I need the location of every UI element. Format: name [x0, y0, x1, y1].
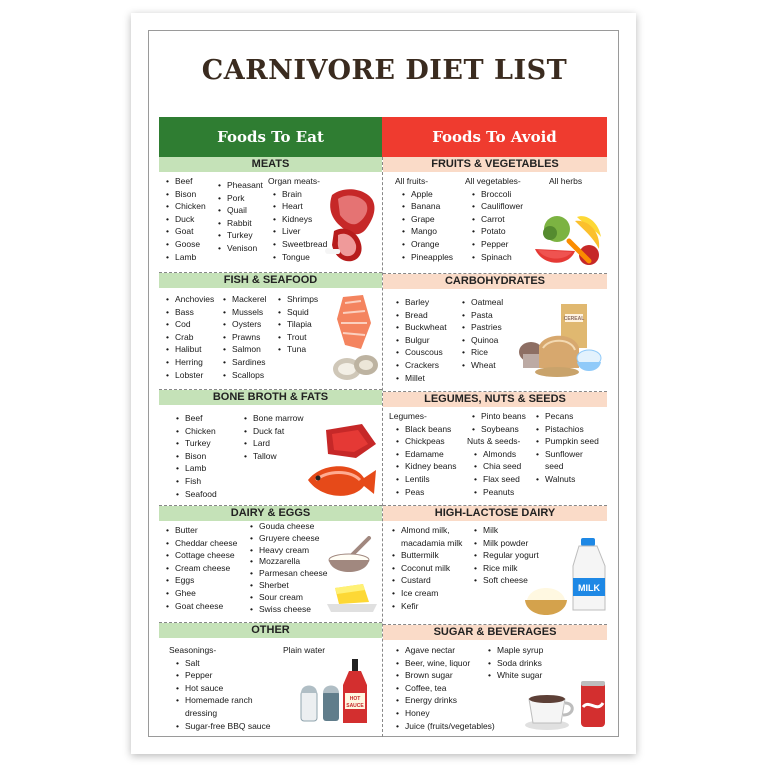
list-item: • Swiss cheese	[249, 604, 328, 616]
all-herbs-label: All herbs	[549, 176, 583, 186]
list-item: • Lamb	[175, 462, 217, 475]
legumes-nuts-seeds-section	[383, 392, 607, 506]
list-item: • Soft cheese	[473, 574, 539, 587]
list-item: • Bison	[175, 450, 217, 463]
sugar-beverages-section	[383, 625, 607, 737]
section-title: HIGH-LACTOSE DAIRY	[383, 506, 607, 521]
list-item: • Tallow	[243, 450, 304, 463]
list-item: • Cheddar cheese	[165, 537, 237, 550]
bone-broth-fats-section	[159, 390, 382, 506]
list-item: • Walnuts	[535, 473, 599, 486]
sugar-list-1	[395, 644, 495, 732]
poster-frame	[148, 30, 619, 737]
list-item: • Pistachios	[535, 423, 599, 436]
list-item: • Lobster	[165, 369, 214, 382]
list-item: • Ice cream	[391, 587, 473, 600]
list-item: • Quail	[217, 204, 263, 217]
list-item: • Homemade ranch dressing	[175, 694, 271, 719]
list-item: • Pork	[217, 192, 263, 205]
section-title: MEATS	[159, 157, 382, 172]
svg-text:CEREAL: CEREAL	[563, 316, 585, 322]
list-item: • Halibut	[165, 343, 214, 356]
list-item: • Bulgur	[395, 334, 447, 347]
list-item: • Ghee	[165, 587, 237, 600]
list-item: • Pepper	[175, 669, 271, 682]
list-item: • Pumpkin seed	[535, 435, 599, 448]
meat-fish-icon	[302, 422, 380, 502]
list-item: • Fish	[175, 475, 217, 488]
foods-to-avoid-column	[382, 157, 607, 737]
list-item: • Chicken	[175, 425, 217, 438]
list-item: • Pheasant	[217, 179, 263, 192]
list-item: • Rice	[461, 346, 503, 359]
plain-water	[283, 644, 325, 657]
milk-label: MILK	[578, 583, 600, 593]
list-item: • Crab	[165, 331, 214, 344]
list-item: • Mackerel	[222, 293, 266, 306]
list-item: • Chickpeas	[395, 435, 457, 448]
all-fruits-label: All fruits-	[395, 176, 429, 186]
list-item: • White sugar	[487, 669, 543, 682]
list-item: • Mango	[401, 225, 453, 238]
list-item: • Sunflower seed	[535, 448, 597, 473]
list-item: • Pasta	[461, 309, 503, 322]
bread-cereal-icon	[517, 302, 603, 378]
list-item: • Quinoa	[461, 334, 503, 347]
list-item: • Bone marrow	[243, 412, 304, 425]
list-item: • Cream cheese	[165, 562, 237, 575]
list-item: • Salmon	[222, 343, 266, 356]
list-item: • Duck	[165, 213, 206, 226]
list-item: • Tuna	[277, 343, 318, 356]
list-item: • Mozzarella	[249, 556, 328, 568]
list-item: • Turkey	[175, 437, 217, 450]
list-item: • Prawns	[222, 331, 266, 344]
dairy-eggs-section	[159, 506, 382, 623]
broth-list-1	[175, 412, 217, 500]
list-item: • Barley	[395, 296, 447, 309]
list-item: • Coconut milk	[391, 562, 473, 575]
dairy-list-2	[249, 521, 328, 615]
list-item: • Pastries	[461, 321, 503, 334]
list-item: • Coffee, tea	[395, 682, 495, 695]
section-title: FRUITS & VEGETABLES	[383, 157, 607, 172]
organ-meats-list	[268, 175, 327, 263]
list-item: • Eggs	[165, 574, 237, 587]
list-item: • Oatmeal	[461, 296, 503, 309]
list-item: • Kefir	[391, 600, 473, 613]
list-item: • Goat	[165, 225, 206, 238]
broth-list-2	[243, 412, 304, 462]
list-item: • Milk	[473, 524, 539, 537]
nuts-seeds-label: Nuts & seeds-	[467, 436, 521, 447]
list-item: • Oysters	[222, 318, 266, 331]
other-section	[159, 623, 382, 737]
list-item: • Pineapples	[401, 251, 453, 264]
list-item: • Edamame	[395, 448, 457, 461]
list-item: • Sour cream	[249, 592, 328, 604]
fish-seafood-section	[159, 273, 382, 390]
plain-water-label: Plain water	[283, 645, 326, 655]
list-item: • Almonds	[473, 448, 526, 461]
list-item: • Milk powder	[473, 537, 539, 550]
list-item: • Cottage cheese	[165, 549, 237, 562]
meats-section	[159, 157, 382, 273]
list-item: • Millet	[395, 372, 447, 385]
seeds-list	[535, 410, 599, 486]
list-item: • Wheat	[461, 359, 503, 372]
meats-list-2	[217, 179, 263, 255]
list-item: • Kidneys	[272, 213, 327, 226]
page-title: CARNIVORE DIET LIST	[201, 55, 568, 86]
salt-pepper-hotsauce-icon	[299, 657, 379, 727]
list-item: • Soybeans	[471, 423, 526, 436]
list-item: • Honey	[395, 707, 495, 720]
list-item: • Bison	[165, 188, 206, 201]
list-item: • Grape	[401, 213, 453, 226]
list-item: • Heart	[272, 200, 327, 213]
list-item: • Duck fat	[243, 425, 304, 438]
list-item: • Buckwheat	[395, 321, 447, 334]
fruits-vegetables-section	[383, 157, 607, 274]
list-item: • Trout	[277, 331, 318, 344]
milk-jug-icon	[523, 536, 607, 622]
list-item: • Goat cheese	[165, 600, 237, 613]
list-item: • Regular yogurt	[473, 549, 539, 562]
list-item: • Broccoli	[471, 188, 523, 201]
foods-to-eat-header: Foods To Eat	[159, 117, 382, 157]
list-item: • Venison	[217, 242, 263, 255]
list-item: • Pepper	[471, 238, 523, 251]
list-item: • Rabbit	[217, 217, 263, 230]
list-item: • Lamb	[165, 251, 206, 264]
list-item: • Heavy cream	[249, 545, 328, 557]
list-item: • Shrimps	[277, 293, 318, 306]
list-item: • Banana	[401, 200, 453, 213]
fish-list-1	[165, 293, 214, 381]
vegetables-list	[465, 175, 523, 263]
fruits-vegetables-icon	[535, 211, 605, 267]
list-item: • Gouda cheese	[249, 521, 328, 533]
list-item: • Kidney beans	[395, 460, 457, 473]
list-item: • Buttermilk	[391, 549, 473, 562]
list-item: • Beer, wine, liquor	[395, 657, 495, 670]
cream-butter-icon	[325, 536, 379, 618]
list-item: • Squid	[277, 306, 318, 319]
diet-poster	[131, 13, 636, 754]
dairy-list-1	[165, 524, 237, 612]
carbs-list-2	[461, 296, 503, 372]
list-item: • Peanuts	[473, 486, 526, 499]
list-item: • Sweetbread	[272, 238, 327, 251]
list-item: • Seafood	[175, 488, 217, 501]
high-lactose-dairy-section	[383, 506, 607, 625]
list-item: • Peas	[395, 486, 457, 499]
list-item: • Carrot	[471, 213, 523, 226]
list-item: • Juice (fruits/vegetables)	[395, 720, 495, 733]
seasonings-list	[169, 644, 271, 732]
list-item: • Beef	[175, 412, 217, 425]
svg-text:HOT: HOT	[349, 696, 361, 702]
list-item: • Salt	[175, 657, 271, 670]
list-item: • Brown sugar	[395, 669, 495, 682]
list-item: • Energy drinks	[395, 694, 495, 707]
list-item: • Scallops	[222, 369, 266, 382]
organ-meats-label: Organ meats-	[268, 176, 320, 186]
list-item: • Herring	[165, 356, 214, 369]
foods-to-avoid-header: Foods To Avoid	[382, 117, 607, 157]
section-title: CARBOHYDRATES	[383, 274, 607, 289]
carbs-list-1	[395, 296, 447, 384]
list-item: • Spinach	[471, 251, 523, 264]
fish-list-3	[277, 293, 318, 356]
section-title: LEGUMES, NUTS & SEEDS	[383, 392, 607, 407]
list-item: • Turkey	[217, 229, 263, 242]
list-item: • Tilapia	[277, 318, 318, 331]
legumes-label: Legumes-	[389, 411, 427, 421]
list-item: • Agave nectar	[395, 644, 495, 657]
list-item: • Orange	[401, 238, 453, 251]
list-item: • Black beans	[395, 423, 457, 436]
fish-list-2	[222, 293, 266, 381]
list-item: • Flax seed	[473, 473, 526, 486]
list-item: • Chia seed	[473, 460, 526, 473]
list-item: • Sardines	[222, 356, 266, 369]
list-item: • Soda drinks	[487, 657, 543, 670]
list-item: • Mussels	[222, 306, 266, 319]
foods-to-eat-column	[159, 157, 382, 737]
list-item: • Butter	[165, 524, 237, 537]
list-item: • Cauliflower	[471, 200, 523, 213]
list-item: • Custard	[391, 574, 473, 587]
fruits-list	[395, 175, 453, 263]
list-item: • Potato	[471, 225, 523, 238]
all-vegetables-label: All vegetables-	[465, 176, 521, 186]
list-item: • Beef	[165, 175, 206, 188]
list-item: • Hot sauce	[175, 682, 271, 695]
list-item: • Parmesan cheese	[249, 568, 328, 580]
list-item: • Bread	[395, 309, 447, 322]
list-item: • Sherbet	[249, 580, 328, 592]
legumes-list	[389, 410, 457, 498]
list-item: • Sugar-free BBQ sauce	[175, 720, 271, 733]
list-item: • Maple syrup	[487, 644, 543, 657]
list-item: • Cod	[165, 318, 214, 331]
list-item: • Pinto beans	[471, 410, 526, 423]
coffee-soda-icon	[523, 677, 607, 733]
list-item: • Couscous	[395, 346, 447, 359]
list-item: • Tongue	[272, 251, 327, 264]
salmon-oyster-icon	[331, 293, 379, 387]
list-item: • Apple	[401, 188, 453, 201]
section-title: DAIRY & EGGS	[159, 506, 382, 521]
list-item: • Gruyere cheese	[249, 533, 328, 545]
section-title: BONE BROTH & FATS	[159, 390, 382, 405]
list-item: • Rice milk	[473, 562, 539, 575]
seasonings-label: Seasonings-	[169, 645, 217, 655]
list-item: • Pecans	[535, 410, 599, 423]
svg-text:SAUCE: SAUCE	[346, 703, 364, 709]
lactose-list-1	[391, 524, 473, 612]
list-item: • Lard	[243, 437, 304, 450]
section-title: SUGAR & BEVERAGES	[383, 625, 607, 640]
list-item: • Liver	[272, 225, 327, 238]
carbohydrates-section	[383, 274, 607, 392]
list-item: • Crackers	[395, 359, 447, 372]
list-item: • Anchovies	[165, 293, 214, 306]
list-item: • Almond milk, macadamia milk	[391, 524, 473, 549]
all-herbs	[549, 175, 582, 188]
list-item: • Bass	[165, 306, 214, 319]
list-item: • Goose	[165, 238, 206, 251]
list-item: • Chicken	[165, 200, 206, 213]
section-title: FISH & SEAFOOD	[159, 273, 382, 288]
list-item: • Lentils	[395, 473, 457, 486]
list-item: • Brain	[272, 188, 327, 201]
nuts-seeds-list	[467, 410, 526, 498]
raw-meat-icon	[320, 185, 380, 267]
meats-list-1	[165, 175, 206, 263]
section-title: OTHER	[159, 623, 382, 638]
